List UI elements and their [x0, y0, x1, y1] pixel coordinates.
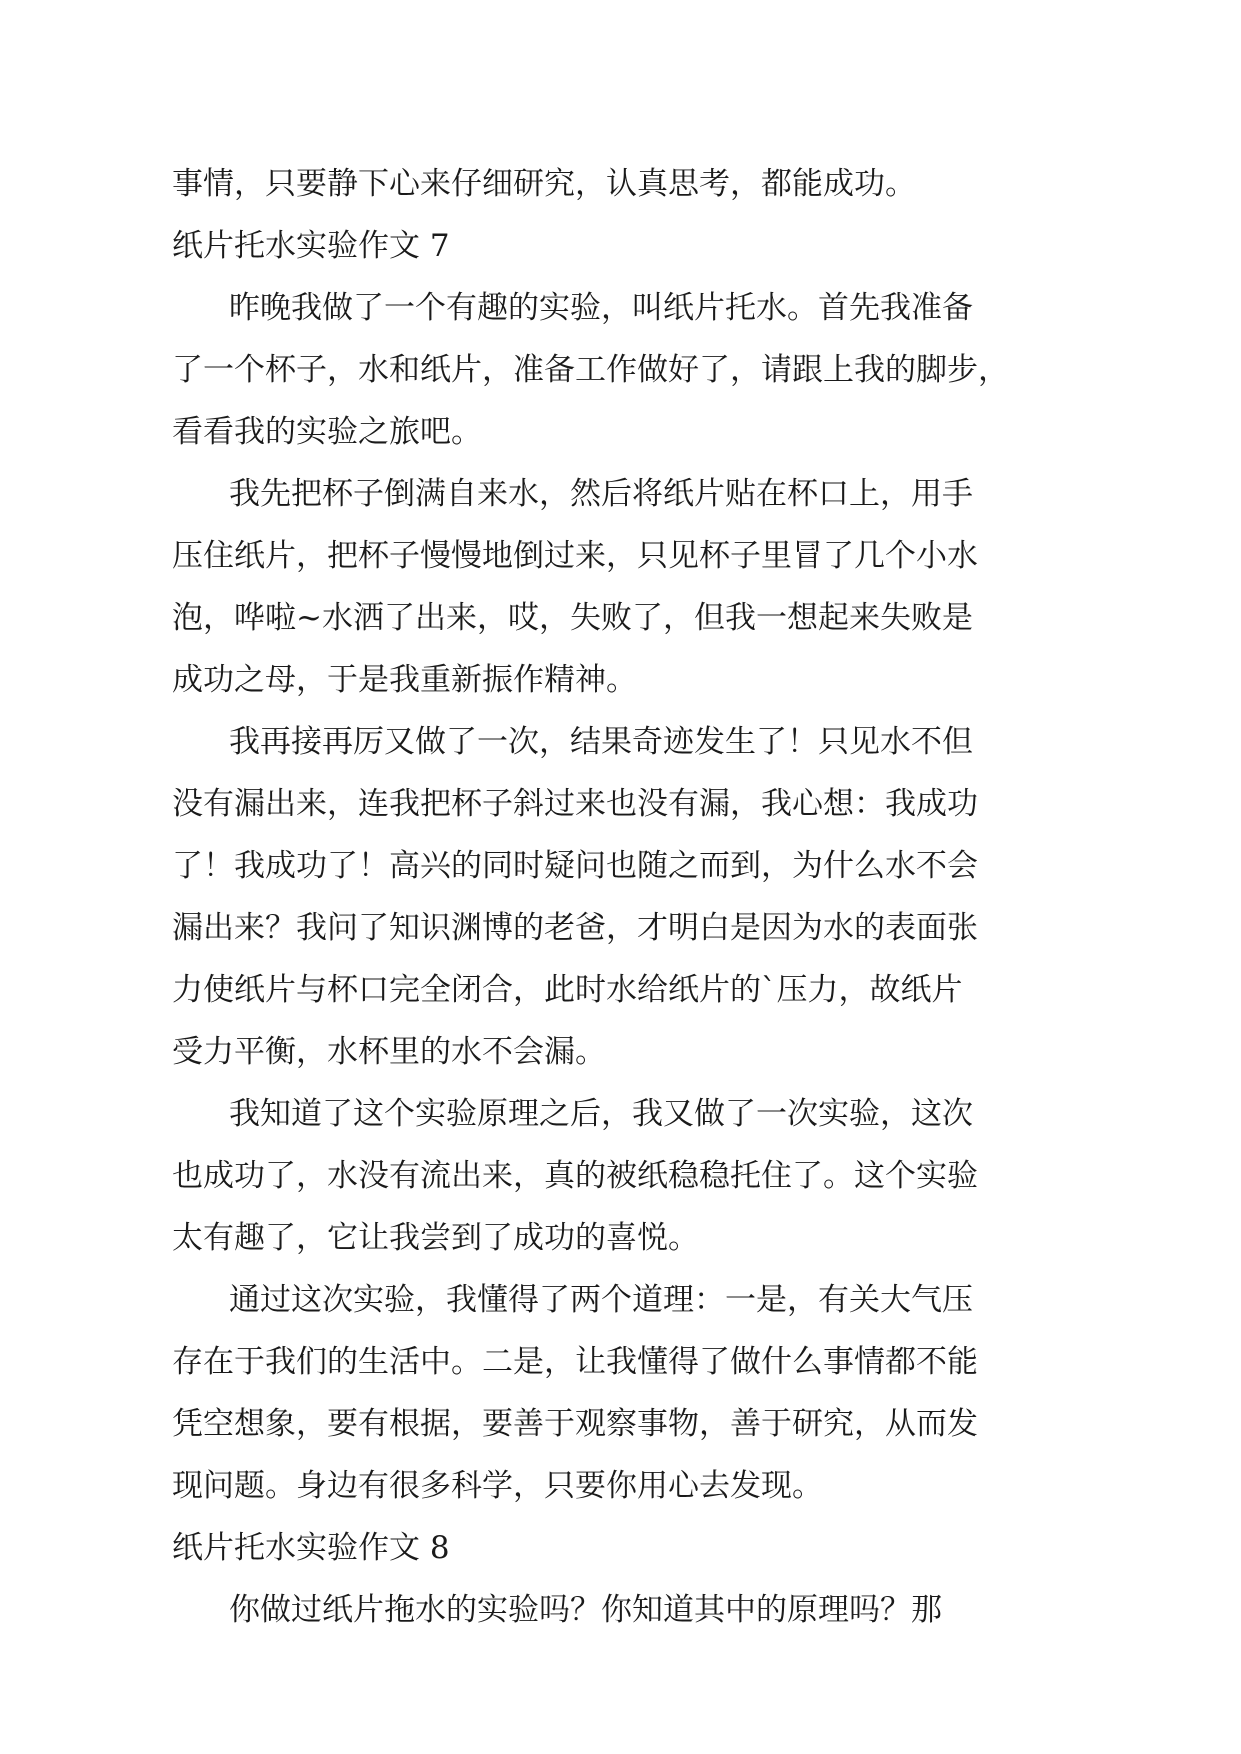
paragraph-line: 事情，只要静下心来仔细研究，认真思考，都能成功。: [172, 166, 916, 202]
section-heading: 纸片托水实验作文 8: [172, 1530, 450, 1566]
paragraph-first-line: 我知道了这个实验原理之后，我又做了一次实验，这次: [229, 1096, 973, 1132]
paragraph-first-line: 你做过纸片拖水的实验吗？你知道其中的原理吗？那: [229, 1592, 942, 1628]
section-heading: 纸片托水实验作文 7: [172, 228, 450, 264]
paragraph-line: 漏出来？我问了知识渊博的老爸，才明白是因为水的表面张: [172, 910, 978, 946]
paragraph-first-line: 我再接再厉又做了一次，结果奇迹发生了！只见水不但: [229, 724, 973, 760]
paragraph-line: 成功之母，于是我重新振作精神。: [172, 662, 637, 698]
paragraph-line: 凭空想象，要有根据，要善于观察事物，善于研究，从而发: [172, 1406, 978, 1442]
paragraph-line: 没有漏出来，连我把杯子斜过来也没有漏，我心想：我成功: [172, 786, 978, 822]
paragraph-line: 压住纸片，把杯子慢慢地倒过来，只见杯子里冒了几个小水: [172, 538, 978, 574]
paragraph-line: 了一个杯子，水和纸片，准备工作做好了，请跟上我的脚步，: [172, 352, 1009, 388]
paragraph-line: 泡，哗啦~水洒了出来，哎，失败了，但我一想起来失败是: [172, 600, 973, 636]
paragraph-first-line: 通过这次实验，我懂得了两个道理：一是，有关大气压: [229, 1282, 973, 1318]
paragraph-first-line: 昨晚我做了一个有趣的实验，叫纸片托水。首先我准备: [229, 290, 973, 326]
paragraph-line: 现问题。身边有很多科学，只要你用心去发现。: [172, 1468, 823, 1504]
paragraph-line: 太有趣了，它让我尝到了成功的喜悦。: [172, 1220, 699, 1256]
paragraph-first-line: 我先把杯子倒满自来水，然后将纸片贴在杯口上，用手: [229, 476, 973, 512]
paragraph-line: 存在于我们的生活中。二是，让我懂得了做什么事情都不能: [172, 1344, 978, 1380]
paragraph-line: 也成功了，水没有流出来，真的被纸稳稳托住了。这个实验: [172, 1158, 978, 1194]
paragraph-line: 力使纸片与杯口完全闭合，此时水给纸片的`压力，故纸片: [172, 972, 963, 1008]
paragraph-line: 受力平衡，水杯里的水不会漏。: [172, 1034, 606, 1070]
paragraph-line: 了！我成功了！高兴的同时疑问也随之而到，为什么水不会: [172, 848, 978, 884]
paragraph-line: 看看我的实验之旅吧。: [172, 414, 482, 450]
